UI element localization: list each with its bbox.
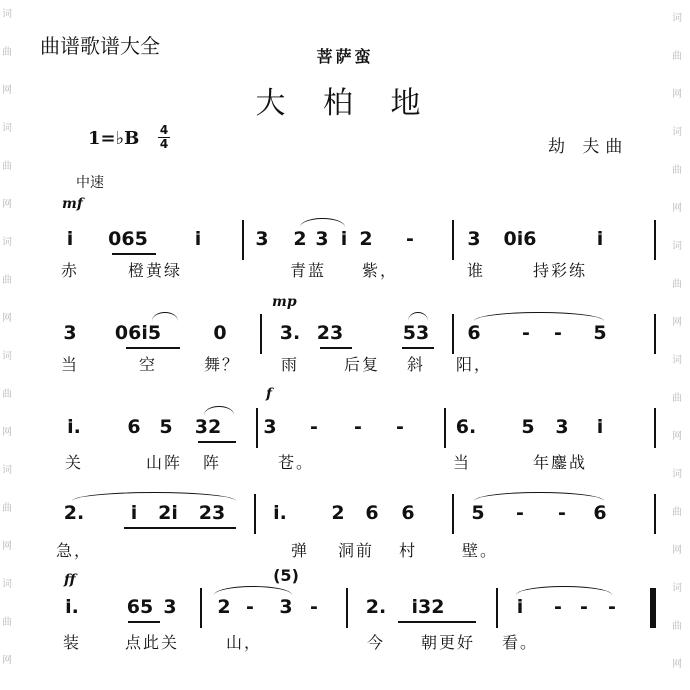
slur <box>516 586 612 595</box>
slur <box>152 312 178 321</box>
bar-line <box>452 494 454 534</box>
beam-underline <box>198 441 236 443</box>
lyric: 阵 <box>202 453 222 472</box>
note: 53 <box>402 322 430 344</box>
beam-underline <box>128 621 160 623</box>
watermark-char: 曲 <box>2 47 12 58</box>
lyric: 看。 <box>501 633 539 652</box>
bar-line <box>452 314 454 354</box>
watermark-char: 网 <box>2 427 12 438</box>
lyric: 当 <box>60 355 80 374</box>
watermark-char: 词 <box>2 237 12 248</box>
watermark-char: 词 <box>2 123 12 134</box>
parenthetical-note: (5) <box>273 566 299 585</box>
lyric: 关 <box>64 453 84 472</box>
lyric: 谁 <box>466 261 486 280</box>
final-bar-line <box>650 588 654 628</box>
note: 2 <box>331 502 345 524</box>
lyric: 当 <box>452 453 472 472</box>
note: 3 <box>555 416 569 438</box>
note: - <box>310 416 318 438</box>
bar-line <box>452 220 454 260</box>
note: 3 <box>279 596 293 618</box>
watermark-char: 网 <box>2 199 12 210</box>
lyric: 壁。 <box>461 541 499 560</box>
note: 2. <box>365 596 387 618</box>
watermark-char: 曲 <box>672 393 682 404</box>
note: 5 <box>471 502 485 524</box>
slur <box>474 492 604 501</box>
lyric: 洞前 <box>337 541 375 560</box>
watermark-char: 网 <box>672 431 682 442</box>
lyric: 今 <box>366 633 386 652</box>
watermark-char: 网 <box>672 545 682 556</box>
watermark-char: 曲 <box>672 165 682 176</box>
watermark-char: 网 <box>2 313 12 324</box>
note: 2i <box>158 502 178 524</box>
watermark-char: 词 <box>672 355 682 366</box>
watermark-char: 词 <box>672 469 682 480</box>
note: 065 <box>108 228 148 250</box>
time-sig-bottom: 4 <box>159 137 169 151</box>
note: - <box>310 596 318 618</box>
note: 5 <box>593 322 607 344</box>
note: 32 <box>194 416 222 438</box>
beam-underline <box>398 621 476 623</box>
note: i32 <box>411 596 445 618</box>
slur <box>72 492 236 501</box>
note: i <box>340 228 348 250</box>
note: 5 <box>521 416 535 438</box>
bar-line <box>260 314 262 354</box>
note: - <box>516 502 524 524</box>
lyric: 朝更好 <box>420 633 476 652</box>
note: 6 <box>365 502 379 524</box>
note: i. <box>65 596 79 618</box>
lyric: 青蓝 <box>289 261 327 280</box>
note: - <box>246 596 254 618</box>
watermark-char: 曲 <box>2 161 12 172</box>
note: 23 <box>198 502 226 524</box>
note: - <box>406 228 414 250</box>
watermark-char: 曲 <box>672 279 682 290</box>
lyric: 斜 <box>406 355 426 374</box>
note: - <box>354 416 362 438</box>
bar-line <box>256 408 258 448</box>
note: - <box>554 322 562 344</box>
lyric: 后复 <box>343 355 381 374</box>
note: 06i5 <box>114 322 162 344</box>
lyric: 村 <box>398 541 418 560</box>
tempo-marking: 中速 <box>76 175 104 191</box>
note: - <box>396 416 404 438</box>
lyric: 赤 <box>60 261 80 280</box>
slur <box>214 586 292 595</box>
note: i <box>596 228 604 250</box>
note: 0i6 <box>503 228 537 250</box>
watermark-char: 词 <box>672 241 682 252</box>
note: 3 <box>163 596 177 618</box>
watermark-char: 曲 <box>672 507 682 518</box>
watermark-char: 曲 <box>2 275 12 286</box>
note: 5 <box>159 416 173 438</box>
note: 3 <box>467 228 481 250</box>
note: 23 <box>316 322 344 344</box>
slur <box>204 406 234 415</box>
note: i <box>596 416 604 438</box>
note: 3 <box>263 416 277 438</box>
bar-line <box>254 494 256 534</box>
lyric: 雨 <box>280 355 300 374</box>
note: 2 <box>359 228 373 250</box>
beam-underline <box>402 347 434 349</box>
slur <box>474 312 604 321</box>
note: i <box>66 228 74 250</box>
beam-underline <box>320 347 352 349</box>
lyric: 山， <box>225 633 263 652</box>
lyric: 装 <box>62 633 82 652</box>
slur <box>408 312 428 321</box>
note: - <box>522 322 530 344</box>
lyric: 持彩练 <box>532 261 588 280</box>
watermark-char: 词 <box>2 351 12 362</box>
note: i. <box>67 416 81 438</box>
note: i. <box>273 502 287 524</box>
note: 65 <box>126 596 154 618</box>
note: 2 <box>217 596 231 618</box>
note: i <box>194 228 202 250</box>
note: - <box>608 596 616 618</box>
bar-line <box>654 408 656 448</box>
bar-line <box>654 494 656 534</box>
note: 3 <box>255 228 269 250</box>
note: 3. <box>279 322 301 344</box>
bar-line <box>444 408 446 448</box>
dynamic-mp: mp <box>272 294 297 310</box>
bar-line <box>654 314 656 354</box>
note: - <box>580 596 588 618</box>
dynamic-ff: ff <box>64 572 76 588</box>
note: - <box>554 596 562 618</box>
watermark-char: 网 <box>672 89 682 100</box>
watermark-char: 词 <box>672 13 682 24</box>
lyric: 紫， <box>361 261 399 280</box>
dynamic-f: f <box>266 386 273 402</box>
lyric: 舞？ <box>203 355 241 374</box>
song-subtitle: 菩萨蛮 <box>316 47 374 66</box>
watermark-char: 词 <box>2 579 12 590</box>
watermark-char: 网 <box>2 85 12 96</box>
watermark-char: 曲 <box>672 51 682 62</box>
beam-underline <box>112 253 156 255</box>
watermark-char: 曲 <box>672 621 682 632</box>
watermark-char: 网 <box>2 541 12 552</box>
watermark-char: 词 <box>2 9 12 20</box>
composer: 劫 夫曲 <box>548 137 629 157</box>
slur <box>300 218 345 227</box>
site-title: 曲谱歌谱大全 <box>40 34 160 58</box>
note: 6. <box>455 416 477 438</box>
note: 2. <box>63 502 85 524</box>
note: i <box>516 596 524 618</box>
watermark-char: 词 <box>672 127 682 138</box>
beam-underline <box>126 347 180 349</box>
watermark-char: 曲 <box>2 617 12 628</box>
bar-line <box>242 220 244 260</box>
lyric: 弹 <box>290 541 310 560</box>
bar-line <box>496 588 498 628</box>
watermark-char: 曲 <box>2 389 12 400</box>
song-title: 大 柏 地 <box>255 86 435 121</box>
note: 6 <box>467 322 481 344</box>
bar-line <box>654 220 656 260</box>
bar-line <box>200 588 202 628</box>
watermark-char: 词 <box>672 583 682 594</box>
note: 3 <box>63 322 77 344</box>
lyric: 苍。 <box>277 453 315 472</box>
note: i <box>130 502 138 524</box>
lyric: 阳， <box>455 355 493 374</box>
lyric: 点此关 <box>124 633 180 652</box>
lyric: 山阵 <box>145 453 183 472</box>
note: 2 <box>293 228 307 250</box>
lyric: 橙黄绿 <box>127 261 183 280</box>
watermark-char: 网 <box>672 659 682 670</box>
dynamic-mf: mf <box>62 196 83 212</box>
lyric: 年鏖战 <box>532 453 588 472</box>
note: 6 <box>593 502 607 524</box>
watermark-char: 词 <box>2 465 12 476</box>
lyric: 急， <box>55 541 93 560</box>
time-signature <box>158 124 170 151</box>
watermark-char: 曲 <box>2 503 12 514</box>
watermark-char: 网 <box>672 317 682 328</box>
note: 0 <box>213 322 227 344</box>
lyric: 空 <box>138 355 158 374</box>
note: - <box>558 502 566 524</box>
note: 6 <box>127 416 141 438</box>
beam-underline <box>126 527 236 529</box>
bar-line <box>654 588 656 628</box>
watermark-char: 网 <box>2 655 12 666</box>
key-signature: 1=♭B <box>88 128 140 149</box>
note: 6 <box>401 502 415 524</box>
watermark-char: 网 <box>672 203 682 214</box>
note: 3 <box>315 228 329 250</box>
time-sig-top: 4 <box>159 123 169 137</box>
bar-line <box>346 588 348 628</box>
